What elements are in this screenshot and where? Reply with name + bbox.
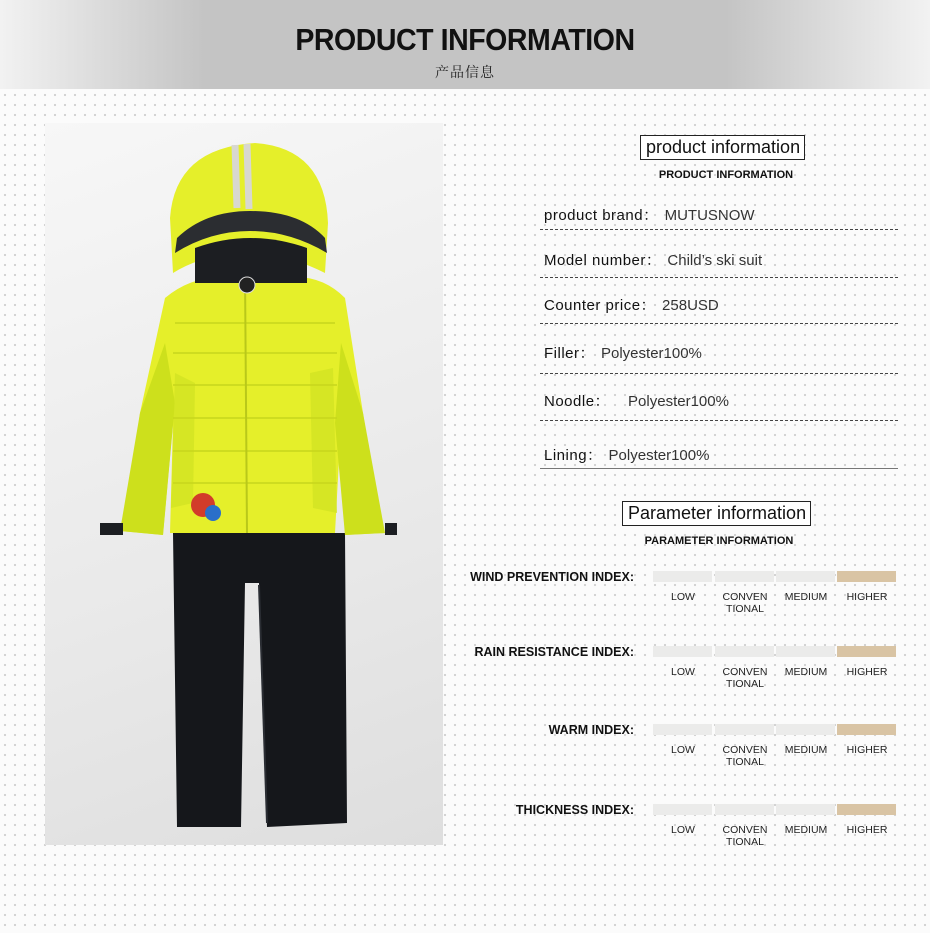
level-bar-segment bbox=[837, 804, 896, 815]
level-bar-segment bbox=[715, 724, 774, 735]
level-bar-segment bbox=[837, 571, 896, 582]
level-label: HIGHER bbox=[846, 666, 888, 678]
divider bbox=[540, 277, 898, 278]
level-label: CONVEN TIONAL bbox=[722, 824, 768, 848]
divider bbox=[540, 468, 898, 469]
parameter-info-title: Parameter information bbox=[622, 501, 811, 526]
level-bar-segment bbox=[837, 724, 896, 735]
level-label: HIGHER bbox=[846, 744, 888, 756]
parameter-index-label: RAIN RESISTANCE INDEX: bbox=[474, 645, 634, 659]
product-info-title: product information bbox=[640, 135, 805, 160]
level-bar-segment bbox=[653, 571, 712, 582]
ski-suit-illustration bbox=[45, 123, 443, 845]
info-row-noodle bbox=[544, 390, 898, 410]
info-label: Filler： bbox=[544, 345, 595, 362]
info-value: Polyester100% bbox=[608, 447, 710, 464]
level-label: HIGHER bbox=[846, 824, 888, 836]
level-bar-segment bbox=[715, 571, 774, 582]
level-bar-segment bbox=[715, 646, 774, 657]
info-label: Counter price： bbox=[544, 297, 657, 314]
info-value: Child’s ski suit bbox=[667, 252, 763, 269]
info-value: Polyester100% bbox=[628, 393, 729, 410]
level-bar-segment bbox=[776, 646, 835, 657]
level-label: MEDIUM bbox=[784, 824, 828, 836]
parameter-index-label: WARM INDEX: bbox=[548, 723, 634, 737]
parameter-info-caption: PARAMETER INFORMATION bbox=[644, 535, 794, 547]
level-bar-segment bbox=[653, 646, 712, 657]
level-bar-segment bbox=[653, 724, 712, 735]
level-label: MEDIUM bbox=[784, 666, 828, 678]
info-row-brand bbox=[544, 204, 898, 224]
parameter-index-label: WIND PREVENTION INDEX: bbox=[470, 570, 634, 584]
level-bar-segment bbox=[776, 571, 835, 582]
info-row-model bbox=[544, 249, 898, 269]
info-row-filler bbox=[544, 342, 898, 362]
level-label: LOW bbox=[671, 666, 695, 678]
info-value: Polyester100% bbox=[601, 345, 702, 362]
level-label: LOW bbox=[671, 744, 695, 756]
info-value: 258USD bbox=[662, 297, 719, 314]
product-photo bbox=[45, 123, 443, 845]
info-row-price bbox=[544, 294, 898, 314]
info-label: Lining： bbox=[544, 447, 603, 464]
divider bbox=[540, 323, 898, 324]
info-label: Noodle： bbox=[544, 393, 611, 410]
page-subtitle: 产品信息 bbox=[435, 64, 495, 80]
level-label: HIGHER bbox=[846, 591, 888, 603]
divider bbox=[540, 229, 898, 230]
parameter-index-label: THICKNESS INDEX: bbox=[515, 803, 634, 817]
info-value: MUTUSNOW bbox=[664, 207, 755, 224]
divider bbox=[540, 373, 898, 374]
info-label: Model number： bbox=[544, 252, 662, 269]
header-banner bbox=[0, 0, 930, 89]
level-bar-segment bbox=[776, 724, 835, 735]
level-bar-segment bbox=[837, 646, 896, 657]
level-label: LOW bbox=[671, 591, 695, 603]
level-label: MEDIUM bbox=[784, 744, 828, 756]
divider bbox=[540, 420, 898, 421]
level-label: MEDIUM bbox=[784, 591, 828, 603]
level-label: CONVEN TIONAL bbox=[722, 591, 768, 615]
info-row-lining bbox=[544, 444, 898, 464]
info-label: product brand： bbox=[544, 207, 659, 224]
level-label: LOW bbox=[671, 824, 695, 836]
level-bar-segment bbox=[715, 804, 774, 815]
product-info-caption: PRODUCT INFORMATION bbox=[658, 169, 794, 181]
level-label: CONVEN TIONAL bbox=[722, 744, 768, 768]
page-title: PRODUCT INFORMATION bbox=[295, 22, 635, 57]
level-label: CONVEN TIONAL bbox=[722, 666, 768, 690]
level-bar-segment bbox=[653, 804, 712, 815]
level-bar-segment bbox=[776, 804, 835, 815]
